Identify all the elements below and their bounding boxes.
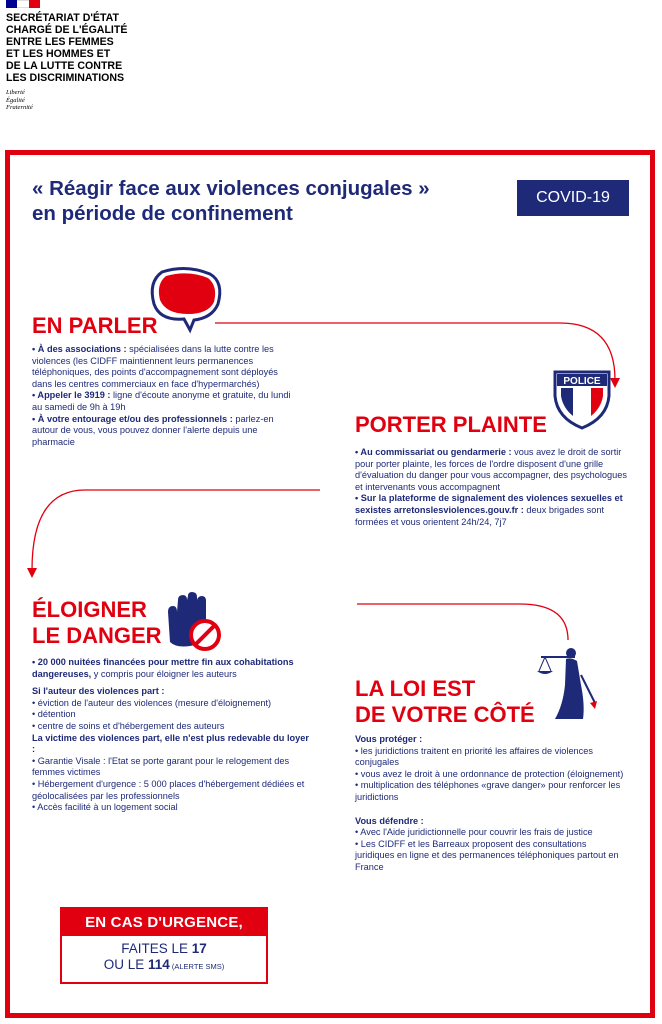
item-bold: • Au commissariat ou gendarmerie :: [355, 447, 512, 457]
list-item: • éviction de l'auteur des violences (mesure d'éloignement): [32, 697, 272, 708]
emergency-number-17: 17: [191, 941, 207, 956]
loi-body: [355, 734, 625, 874]
eloigner-heading-line-1: ÉLOIGNER: [32, 597, 147, 622]
title-line-1: « Réagir face aux violences conjugales »: [32, 177, 430, 200]
ministry-line: DE LA LUTTE CONTRE: [6, 60, 123, 72]
motto-line: Fraternité: [6, 104, 33, 111]
list-item: [32, 344, 300, 390]
loi-heading: [355, 676, 535, 728]
list-item: [32, 414, 300, 449]
speech-bubble-icon: [150, 266, 222, 330]
arrowhead-1: [610, 378, 620, 388]
ministry-line: CHARGÉ DE L'ÉGALITÉ: [6, 24, 128, 36]
item-text: ligne d'écoute anonyme et gratuite, du lundi au samedi de 9h à 19h: [32, 390, 291, 412]
ministry-line: ET LES HOMMES ET: [6, 48, 111, 60]
emergency-text: OU LE: [103, 957, 148, 972]
eloigner-body: [32, 657, 312, 814]
list-item: • Hébergement d'urgence : 5 000 places d'hébergement dédiées et géolocalisées par les professionnels: [32, 778, 305, 801]
title-line-2: en période de confinement: [32, 202, 293, 225]
ministry-line: LES DISCRIMINATIONS: [6, 72, 125, 84]
justice-scales-icon: [535, 645, 597, 721]
police-shield-icon: [553, 370, 611, 430]
subheading: Vous protéger :: [355, 734, 423, 744]
plainte-heading: PORTER PLAINTE: [355, 412, 547, 437]
subheading: Si l'auteur des violences part :: [32, 686, 165, 697]
item-text: parlez-en autour de vous, vous pouvez donner l'alerte depuis une pharmacie: [32, 413, 274, 447]
list-item: • Garantie Visale : l'Etat se porte garant pour le relogement des femmes victimes: [32, 755, 290, 778]
list-item: [32, 390, 300, 413]
item-bold: • Appeler le 3919 :: [32, 390, 111, 401]
subheading: La victime des violences part, elle n'est plus redevable du loyer :: [32, 732, 309, 755]
motto-line: Égalité: [6, 96, 25, 104]
emergency-heading: EN CAS D'URGENCE,: [62, 909, 266, 936]
list-item: • centre de soins et d'hébergement des auteurs: [32, 720, 225, 731]
ministry-line: ENTRE LES FEMMES: [6, 36, 114, 48]
emergency-number-114: 114: [148, 957, 170, 972]
parler-heading: EN PARLER: [32, 313, 158, 338]
item-bold: • À des associations :: [32, 344, 127, 354]
intro-bold: • 20 000 nuitées financées pour mettre fin aux cohabitations dangereuses,: [32, 657, 294, 679]
ministry-line: SECRÉTARIAT D'ÉTAT: [6, 12, 119, 24]
emergency-numbers: [62, 936, 266, 982]
emergency-text: FAITES LE: [121, 941, 192, 956]
emergency-sms-note: (ALERTE SMS): [169, 962, 225, 971]
plainte-body: [355, 447, 631, 528]
list-item: • Accès facilité à un logement social: [32, 802, 178, 813]
parler-body: [32, 344, 300, 448]
list-item: • Avec l'Aide juridictionnelle pour couvrir les frais de justice: [355, 827, 593, 838]
loi-heading-line-2: DE VOTRE CÔTÉ: [355, 702, 535, 727]
list-item: • Les CIDFF et les Barreaux proposent des consultations juridiques en ligne et des permanences téléphoniques partout en France: [355, 838, 619, 872]
item-text: vous avez le droit de sortir pour porter plainte, les forces de l'ordre disposent d'une grille d'évaluation du danger pour vous accompagner, des psychologues et intervenants vous accompagnent: [355, 447, 627, 492]
list-item: [355, 493, 631, 528]
motto-line: Liberté: [6, 89, 25, 96]
arrow-eloigner-to-loi: [357, 604, 568, 640]
police-label: POLICE: [563, 376, 601, 387]
intro: [32, 657, 312, 680]
emergency-line-1: [62, 941, 266, 957]
item-text: deux brigades sont formées et vous orientent 24h/24, 7j7: [355, 504, 605, 527]
emergency-box: [60, 907, 268, 984]
item-bold: • Sur la plateforme de signalement des violences sexuelles et sexistes arretonslesviolences.gouv.fr :: [355, 493, 623, 515]
arrow-plainte-to-eloigner: [32, 490, 320, 570]
list-item: [355, 447, 631, 493]
list-item: • les juridictions traitent en priorité les affaires de violences conjugales: [355, 745, 593, 768]
intro-text: y compris pour éloigner les auteurs: [91, 668, 237, 679]
emergency-line-2: [62, 957, 266, 975]
eloigner-heading: [32, 597, 162, 649]
covid-badge: COVID-19: [517, 180, 629, 216]
item-bold: • À votre entourage et/ou des professionnels :: [32, 413, 233, 424]
list-item: • multiplication des téléphones «grave danger» pour renforcer les juridictions: [355, 780, 621, 802]
arrowhead-2: [27, 568, 37, 578]
subheading: Vous défendre :: [355, 815, 424, 826]
stop-hand-icon: [162, 592, 224, 652]
list-item: • détention: [32, 709, 76, 720]
item-text: spécialisées dans la lutte contre les violences (les CIDFF maintiennent leurs permanences téléphoniques, des points d'accompagnement sont déployés dans les centres commerciaux en face d'hypermarchés): [32, 344, 278, 389]
eloigner-heading-line-2: LE DANGER: [32, 623, 162, 648]
loi-heading-line-1: LA LOI EST: [355, 676, 476, 701]
list-item: • vous avez le droit à une ordonnance de protection (éloignement): [355, 768, 624, 779]
